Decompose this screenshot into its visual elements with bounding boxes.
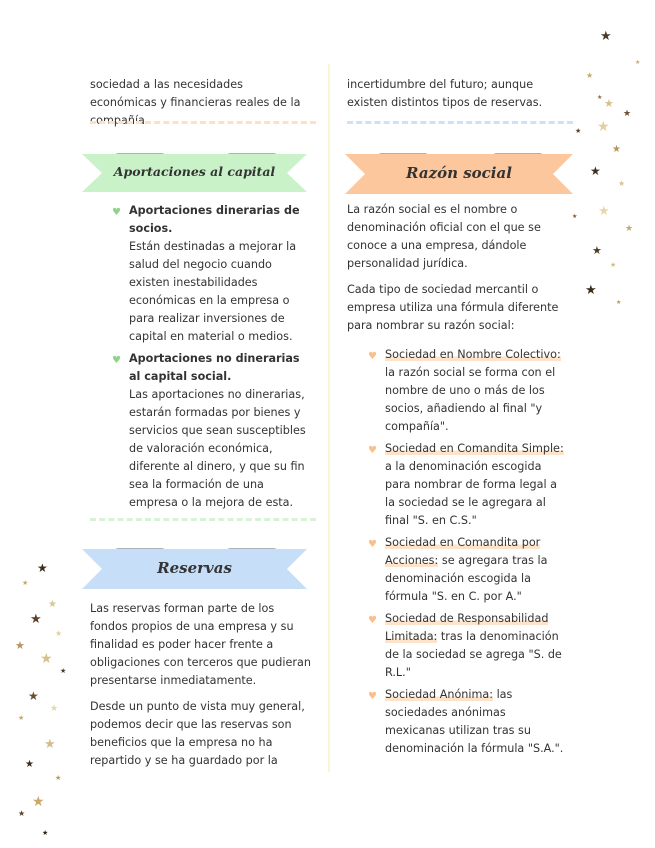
- star-icon: ★: [597, 119, 610, 135]
- heart-icon: ♥: [112, 355, 121, 366]
- heart-icon: ♥: [368, 539, 377, 550]
- aportaciones-list: [112, 202, 311, 516]
- star-icon: ★: [25, 759, 34, 770]
- banner-title: Reservas: [157, 559, 232, 577]
- reservas-paragraph-1: Las reservas forman parte de los fondos propios de una empresa y su finalidad es poder hacer frente a obligaciones con terceros que pudieran presentarse inmediatamente.: [90, 602, 311, 687]
- star-icon: ★: [37, 561, 48, 575]
- star-icon: ★: [22, 579, 29, 587]
- item-desc: tras la denominación de la sociedad se agrega "S. de R.L.": [385, 630, 562, 679]
- item-name: Sociedad en Comandita por Acciones:: [385, 536, 541, 567]
- item-heading: Aportaciones no dinerarias al capital social.: [129, 352, 300, 383]
- item-name: Sociedad en Nombre Colectivo:: [385, 348, 561, 361]
- star-icon: ★: [625, 224, 634, 234]
- section-divider-blue: [347, 121, 573, 124]
- star-icon: ★: [40, 651, 53, 667]
- star-icon: ★: [610, 261, 617, 269]
- star-icon: ★: [623, 109, 632, 119]
- star-icon: ★: [28, 689, 39, 703]
- star-icon: ★: [600, 29, 612, 44]
- star-icon: ★: [44, 737, 56, 752]
- item-desc: las sociedades anónimas mexicanas utilizan tras su denominación la fórmula "S.A.".: [385, 688, 564, 755]
- heart-icon: ♥: [368, 691, 377, 702]
- star-icon: ★: [575, 127, 582, 135]
- star-icon: ★: [598, 204, 610, 219]
- star-icon: ★: [592, 244, 602, 257]
- heart-icon: ♥: [368, 351, 377, 362]
- star-icon: ★: [30, 612, 42, 627]
- star-icon: ★: [572, 213, 578, 220]
- star-icon: ★: [616, 299, 622, 306]
- star-icon: ★: [18, 809, 26, 818]
- heart-icon: ♥: [368, 445, 377, 456]
- star-icon: ★: [586, 71, 594, 80]
- star-icon: ★: [32, 794, 45, 810]
- list-item: [368, 610, 565, 682]
- star-icon: ★: [55, 774, 62, 782]
- list-item: [368, 440, 565, 530]
- item-name: Sociedad Anónima:: [385, 688, 494, 701]
- item-desc: se agregara tras la denominación escogida la fórmula "S. en C. por A.": [385, 554, 548, 603]
- banner-title: Aportaciones al capital: [113, 164, 276, 179]
- star-icon: ★: [590, 164, 601, 178]
- item-heading: Aportaciones dinerarias de socios.: [129, 204, 300, 235]
- section-divider-green: [90, 518, 316, 521]
- list-item: [112, 202, 311, 346]
- reservas-text: [90, 600, 312, 778]
- reservas-paragraph-2: Desde un punto de vista muy general, podemos decir que las reservas son beneficios que la empresa no ha repartido y se ha guardado por la: [90, 700, 305, 767]
- continuation-text: incertidumbre del futuro; aunque existen distintos tipos de reservas.: [347, 78, 543, 109]
- star-icon: ★: [597, 94, 603, 101]
- banner-title: Razón social: [406, 164, 512, 182]
- star-icon: ★: [15, 639, 25, 652]
- section-divider-peach: [90, 121, 316, 124]
- razon-social-list: [368, 346, 565, 762]
- item-desc: a la denominación escogida para nombrar de forma legal a la sociedad se le agregara al final "S. en C.S.": [385, 460, 558, 527]
- star-icon: ★: [585, 283, 597, 298]
- star-icon: ★: [55, 629, 63, 638]
- star-icon: ★: [50, 704, 59, 714]
- star-icon: ★: [635, 59, 641, 66]
- list-item: [112, 350, 311, 512]
- razon-paragraph-1: La razón social es el nombre o denominación oficial con el que se conoce a una empresa, dándole personalidad jurídica.: [347, 203, 541, 270]
- right-top-paragraph: [347, 76, 573, 120]
- heart-icon: ♥: [368, 615, 377, 626]
- star-icon: ★: [604, 97, 614, 110]
- heart-icon: ♥: [112, 207, 121, 218]
- item-body: Las aportaciones no dinerarias, estarán formadas por bienes y servicios que sean susceptibles de valoración económica, diferente al dinero, y que su fin sea la formación de una empresa o la mejora de esta.: [129, 388, 306, 509]
- item-name: Sociedad de Responsabilidad Limitada:: [385, 612, 549, 643]
- star-icon: ★: [618, 179, 626, 188]
- reservas-banner: [82, 545, 307, 591]
- continuation-text: sociedad a las necesidades económicas y financieras reales de la compañía.: [90, 78, 301, 127]
- item-name: Sociedad en Comandita Simple:: [385, 442, 564, 455]
- left-top-paragraph: [90, 76, 312, 138]
- star-icon: ★: [48, 599, 57, 610]
- list-item: [368, 346, 565, 436]
- star-icon: ★: [42, 829, 49, 837]
- razon-social-banner: [345, 150, 573, 196]
- item-desc: la razón social se forma con el nombre de uno o más de los socios, añadiendo al final "y compañía".: [385, 366, 556, 433]
- razon-paragraph-2: Cada tipo de sociedad mercantil o empresa utiliza una fórmula diferente para nombrar su razón social:: [347, 283, 559, 332]
- star-icon: ★: [18, 714, 25, 722]
- list-item: [368, 686, 565, 758]
- list-item: [368, 534, 565, 606]
- column-divider: [328, 64, 330, 772]
- star-icon: ★: [612, 144, 621, 155]
- item-body: Están destinadas a mejorar la salud del negocio cuando existen inestabilidades económicas en la empresa o para realizar inversiones de capital en material o medios.: [129, 240, 297, 343]
- razon-social-text: [347, 201, 573, 343]
- aportaciones-banner: [82, 150, 307, 194]
- star-icon: ★: [60, 667, 67, 675]
